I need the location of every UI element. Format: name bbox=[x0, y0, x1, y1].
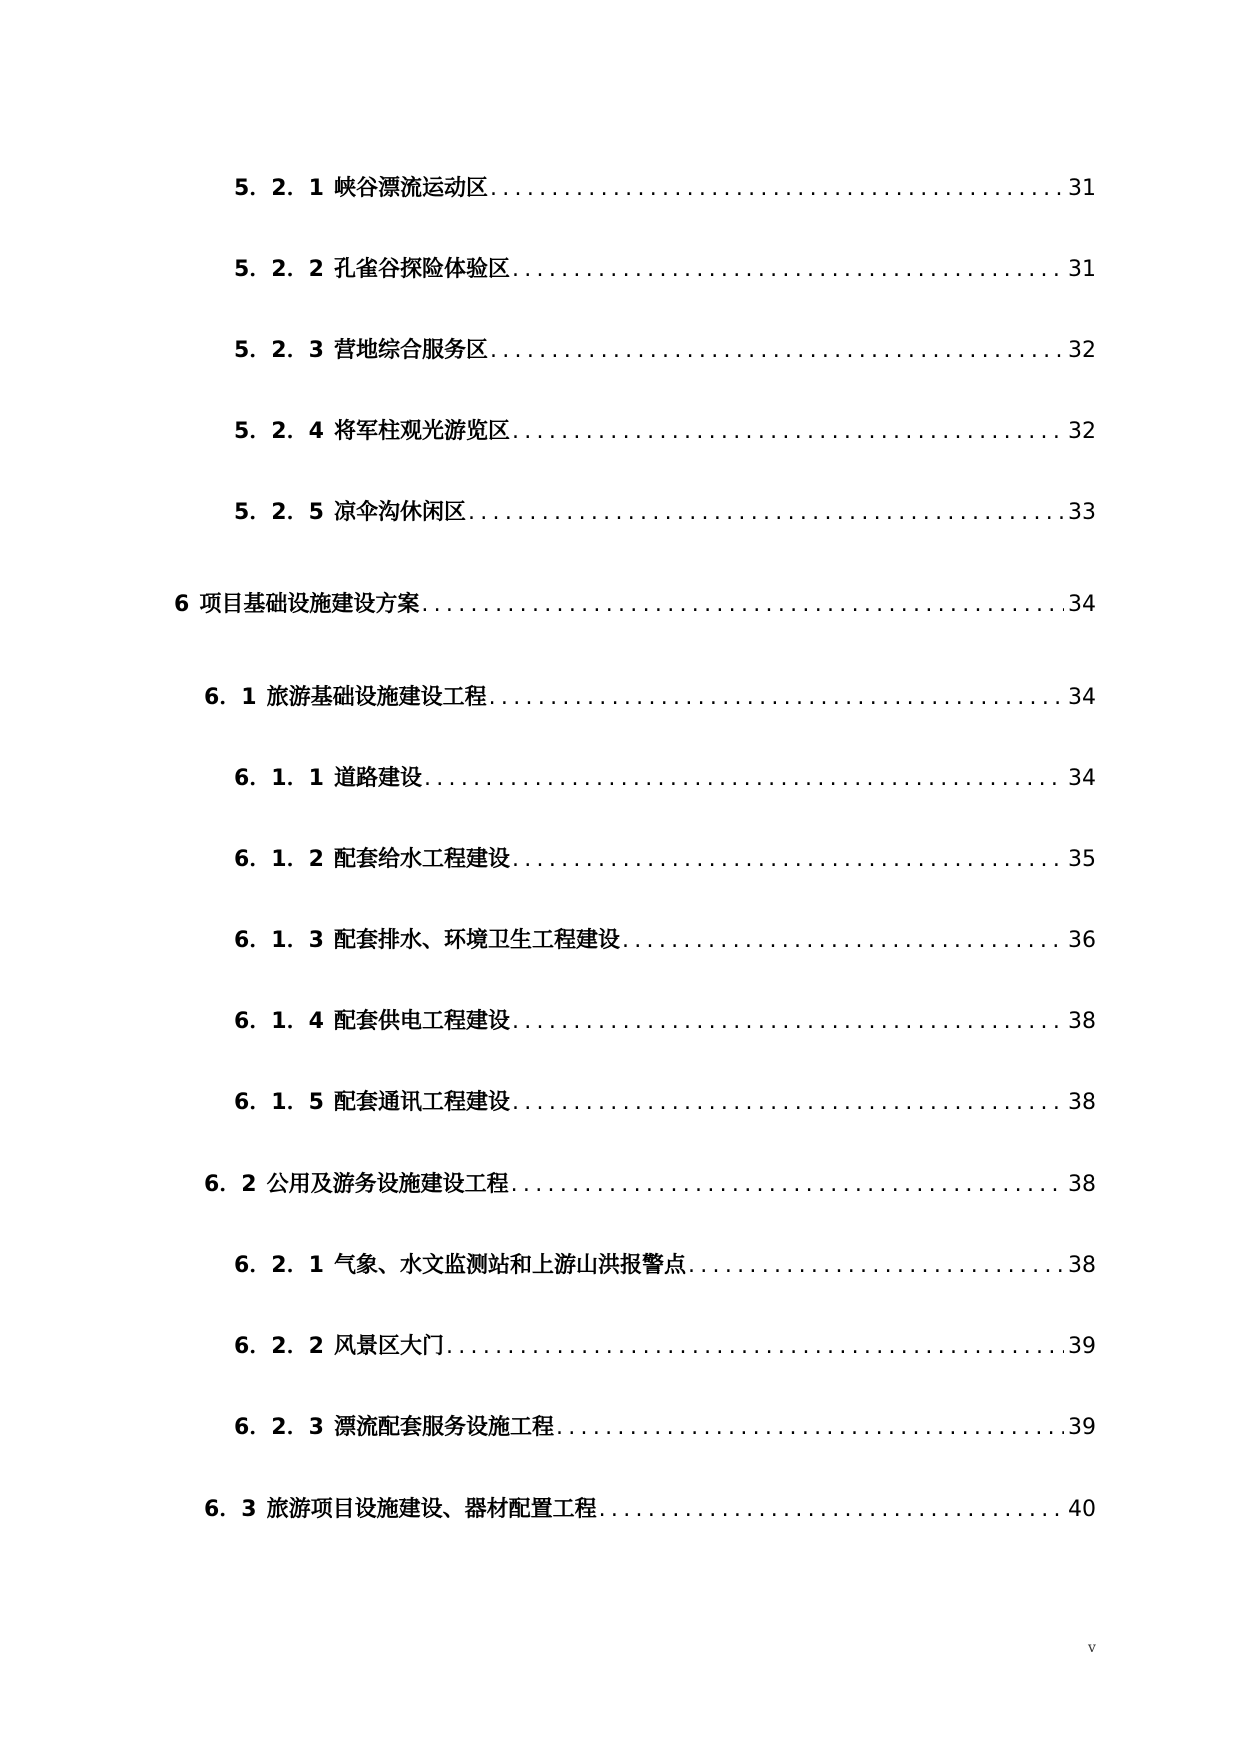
toc-entry-number: 6．3 bbox=[204, 1497, 257, 1522]
toc-entry[interactable] bbox=[234, 926, 1096, 956]
toc-entry-title: 旅游项目设施建设、器材配置工程 bbox=[266, 1497, 597, 1522]
toc-entry[interactable] bbox=[234, 255, 1096, 285]
toc-entry-page: 32 bbox=[1068, 419, 1096, 444]
toc-entry-page: 38 bbox=[1068, 1009, 1096, 1034]
toc-entry-page: 35 bbox=[1068, 847, 1096, 872]
toc-entry-section[interactable] bbox=[204, 1495, 1096, 1525]
toc-entry-title: 公用及游务设施建设工程 bbox=[266, 1172, 509, 1197]
toc-entry[interactable] bbox=[234, 1413, 1096, 1443]
toc-leader-dots bbox=[510, 1088, 1064, 1118]
toc-entry-chapter[interactable] bbox=[174, 590, 1096, 620]
toc-entry-number: 6．2．3 bbox=[234, 1415, 324, 1440]
toc-leader-dots bbox=[466, 498, 1064, 528]
toc-entry-title: 配套排水、环境卫生工程建设 bbox=[333, 928, 620, 953]
toc-leader-dots bbox=[597, 1495, 1064, 1525]
toc-entry[interactable] bbox=[234, 845, 1096, 875]
toc-entry-title: 孔雀谷探险体验区 bbox=[333, 257, 510, 282]
toc-leader-dots bbox=[422, 764, 1064, 794]
toc-entry[interactable] bbox=[234, 764, 1096, 794]
toc-entry-page: 36 bbox=[1068, 928, 1096, 953]
toc-leader-dots bbox=[510, 1007, 1064, 1037]
toc-entry-number: 6．2．1 bbox=[234, 1253, 324, 1278]
toc-entry-page: 40 bbox=[1068, 1497, 1096, 1522]
toc-entry-section[interactable] bbox=[204, 683, 1096, 713]
toc-leader-dots bbox=[620, 926, 1064, 956]
toc-leader-dots bbox=[554, 1413, 1064, 1443]
toc-entry-title: 营地综合服务区 bbox=[333, 338, 488, 363]
toc-entry-page: 34 bbox=[1068, 685, 1096, 710]
toc-entry-page: 33 bbox=[1068, 500, 1096, 525]
toc-leader-dots bbox=[686, 1251, 1064, 1281]
toc-entry-title: 漂流配套服务设施工程 bbox=[333, 1415, 554, 1440]
toc-entry[interactable] bbox=[234, 336, 1096, 366]
toc-leader-dots bbox=[488, 336, 1064, 366]
toc-entry-page: 39 bbox=[1068, 1415, 1096, 1440]
toc-entry-page: 31 bbox=[1068, 257, 1096, 282]
toc-entry-page: 32 bbox=[1068, 338, 1096, 363]
toc-entry-number: 6．1．5 bbox=[234, 1090, 324, 1115]
toc-entry-title: 道路建设 bbox=[333, 766, 422, 791]
toc-leader-dots bbox=[510, 255, 1064, 285]
toc-entry-number: 6．1．3 bbox=[234, 928, 324, 953]
toc-entry-title: 配套供电工程建设 bbox=[333, 1009, 510, 1034]
toc-entry-page: 39 bbox=[1068, 1334, 1096, 1359]
toc-leader-dots bbox=[487, 683, 1064, 713]
toc-entry-title: 配套给水工程建设 bbox=[333, 847, 510, 872]
toc-entry[interactable] bbox=[234, 417, 1096, 447]
toc-entry[interactable] bbox=[234, 1251, 1096, 1281]
toc-entry-number: 6．1．4 bbox=[234, 1009, 324, 1034]
toc-entry-page: 34 bbox=[1068, 766, 1096, 791]
toc-entry-page: 38 bbox=[1068, 1172, 1096, 1197]
toc-entry-page: 34 bbox=[1068, 592, 1096, 617]
toc-entry-title: 气象、水文监测站和上游山洪报警点 bbox=[333, 1253, 686, 1278]
toc-entry-title: 风景区大门 bbox=[333, 1334, 444, 1359]
toc-entry-number: 6．1 bbox=[204, 685, 257, 710]
toc-entry[interactable] bbox=[234, 1332, 1096, 1362]
toc-entry[interactable] bbox=[234, 174, 1096, 204]
toc-entry-section[interactable] bbox=[204, 1170, 1096, 1200]
toc-entry-title: 配套通讯工程建设 bbox=[333, 1090, 510, 1115]
toc-entry-title: 凉伞沟休闲区 bbox=[333, 500, 466, 525]
toc-entry-number: 5．2．2 bbox=[234, 257, 324, 282]
toc-leader-dots bbox=[419, 590, 1064, 620]
toc-entry-number: 6 bbox=[174, 592, 190, 617]
toc-entry-page: 38 bbox=[1068, 1253, 1096, 1278]
toc-leader-dots bbox=[488, 174, 1064, 204]
toc-entry[interactable] bbox=[234, 1088, 1096, 1118]
toc-leader-dots bbox=[444, 1332, 1064, 1362]
toc-entry[interactable] bbox=[234, 498, 1096, 528]
toc-entry-title: 旅游基础设施建设工程 bbox=[266, 685, 487, 710]
toc-entry-page: 31 bbox=[1068, 176, 1096, 201]
toc-entry-number: 5．2．3 bbox=[234, 338, 324, 363]
toc-entry-number: 6．1．2 bbox=[234, 847, 324, 872]
toc-entry-number: 5．2．5 bbox=[234, 500, 324, 525]
toc-leader-dots bbox=[510, 845, 1064, 875]
toc-entry-number: 6．2 bbox=[204, 1172, 257, 1197]
toc-entry-title: 峡谷漂流运动区 bbox=[333, 176, 488, 201]
toc-entry-number: 5．2．4 bbox=[234, 419, 324, 444]
toc-entry-title: 将军柱观光游览区 bbox=[333, 419, 510, 444]
toc-entry-number: 6．1．1 bbox=[234, 766, 324, 791]
toc-leader-dots bbox=[509, 1170, 1064, 1200]
toc-leader-dots bbox=[510, 417, 1064, 447]
toc-entry[interactable] bbox=[234, 1007, 1096, 1037]
page-number-footer: v bbox=[1088, 1640, 1096, 1656]
toc-entry-number: 6．2．2 bbox=[234, 1334, 324, 1359]
toc-entry-title: 项目基础设施建设方案 bbox=[199, 592, 420, 617]
toc-entry-number: 5．2．1 bbox=[234, 176, 324, 201]
toc-entry-page: 38 bbox=[1068, 1090, 1096, 1115]
